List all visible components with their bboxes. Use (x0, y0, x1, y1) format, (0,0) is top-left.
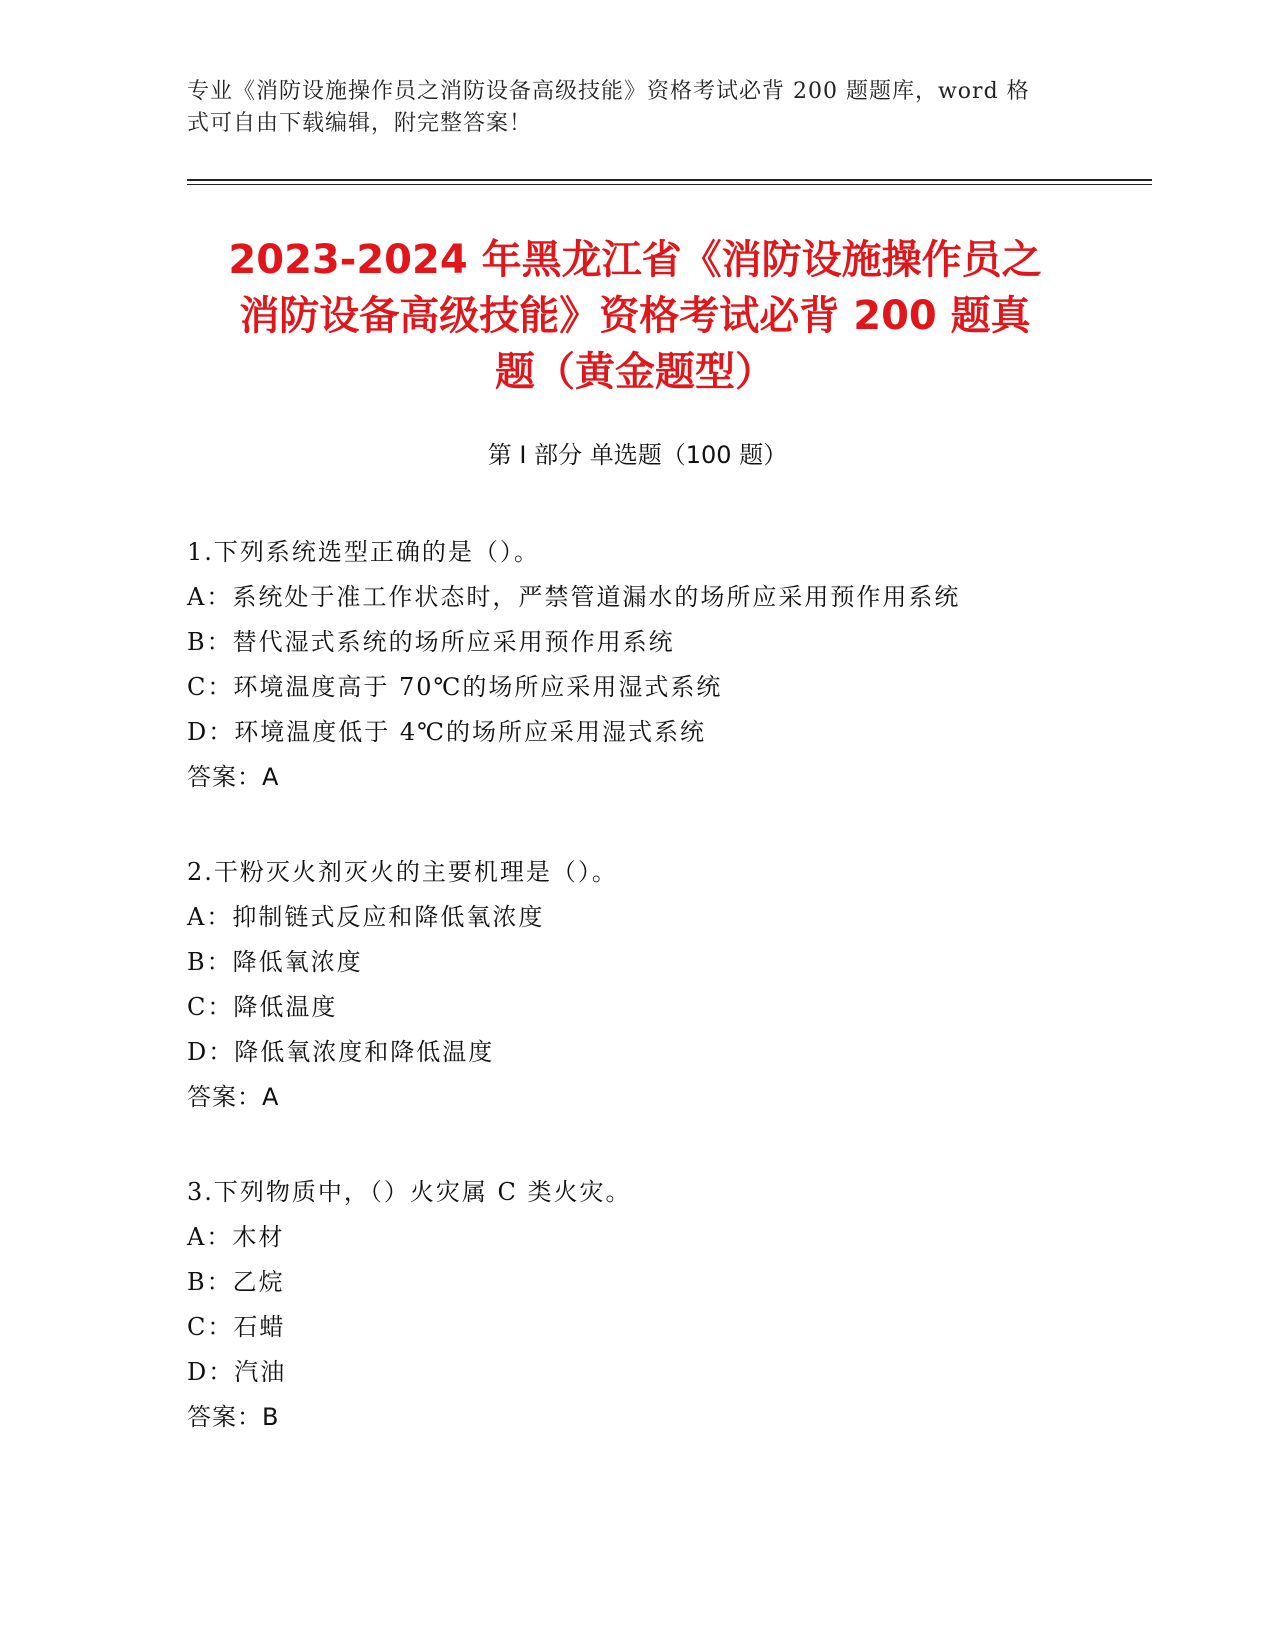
option-a: A：木材 (187, 1223, 285, 1251)
header-divider-thick (187, 179, 1152, 181)
option-d: D：汽油 (187, 1358, 287, 1386)
option-c: C：石蜡 (187, 1313, 286, 1341)
option-d: D：降低氧浓度和降低温度 (187, 1038, 495, 1066)
document-title (170, 232, 1100, 400)
question-2 (187, 850, 1087, 1120)
option-b: B：替代湿式系统的场所应采用预作用系统 (187, 628, 675, 656)
answer: 答案：B (187, 1403, 280, 1431)
header-divider-thin (187, 184, 1152, 185)
question-1 (187, 530, 1087, 800)
option-b: B：乙烷 (187, 1268, 285, 1296)
question-stem: 2.干粉灭火剂灭火的主要机理是（）。 (187, 858, 618, 886)
document-title-line-1: 2023-2024 年黑龙江省《消防设施操作员之 (228, 237, 1042, 283)
option-a: A：抑制链式反应和降低氧浓度 (187, 903, 545, 931)
question-stem: 1.下列系统选型正确的是（）。 (187, 538, 540, 566)
question-stem: 3.下列物质中，（）火灾属 C 类火灾。 (187, 1178, 632, 1206)
section-title: 第 I 部分 单选题（100 题） (487, 441, 788, 469)
option-d: D：环境温度低于 4℃的场所应采用湿式系统 (187, 718, 706, 746)
document-title-line-2: 消防设备高级技能》资格考试必背 200 题真 (239, 293, 1031, 339)
header-note-line-1: 专业《消防设施操作员之消防设备高级技能》资格考试必背 200 题题库，word 格 (187, 79, 1030, 104)
document-title-line-3: 题（黄金题型） (495, 349, 775, 395)
header-note-line-2: 式可自由下载编辑，附完整答案！ (187, 111, 533, 136)
option-a: A：系统处于准工作状态时，严禁管道漏水的场所应采用预作用系统 (187, 583, 961, 611)
question-3 (187, 1170, 1087, 1440)
answer: 答案：A (187, 763, 280, 791)
question-list (187, 530, 1087, 1490)
option-c: C：环境温度高于 70℃的场所应采用湿式系统 (187, 673, 723, 701)
header-note (187, 76, 1067, 140)
answer: 答案：A (187, 1083, 280, 1111)
option-c: C：降低温度 (187, 993, 338, 1021)
option-b: B：降低氧浓度 (187, 948, 363, 976)
